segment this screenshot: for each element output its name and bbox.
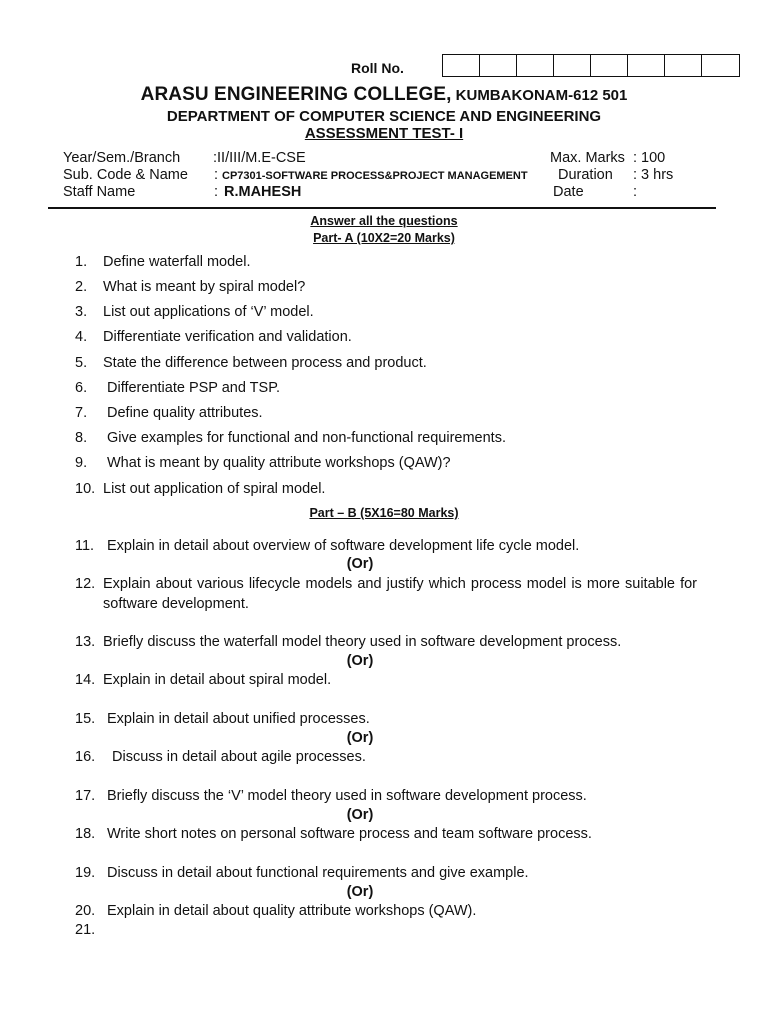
year-value: :II/III/M.E-CSE bbox=[213, 150, 306, 166]
question-number: 17. bbox=[75, 788, 96, 804]
duration-label: Duration bbox=[558, 167, 613, 183]
or-label: (Or) bbox=[346, 807, 374, 823]
question-text: Explain about various lifecycle models and justify which process model is more suitable for software development. bbox=[103, 576, 697, 612]
question-number: 1. bbox=[75, 254, 88, 270]
date-label: Date bbox=[553, 184, 584, 200]
header-divider bbox=[48, 207, 716, 209]
roll-number-box bbox=[591, 55, 628, 76]
question-text: What is meant by quality attribute workshops (QAW)? bbox=[107, 455, 451, 471]
question-number: 20. bbox=[75, 903, 96, 919]
question-number: 13. bbox=[75, 634, 96, 650]
year-label: Year/Sem./Branch bbox=[63, 150, 181, 166]
college-header bbox=[0, 84, 768, 106]
college-place: KUMBAKONAM-612 501 bbox=[451, 87, 628, 104]
question-number: 6. bbox=[75, 380, 88, 396]
question-text: Differentiate verification and validation. bbox=[103, 329, 352, 345]
roll-number-boxes bbox=[442, 54, 740, 77]
question-number: 18. bbox=[75, 826, 96, 842]
or-label: (Or) bbox=[346, 556, 374, 572]
question-text: Write short notes on personal software process and team software process. bbox=[107, 826, 592, 842]
part-b-title-text: Part – B (5X16=80 Marks) bbox=[309, 506, 459, 520]
or-label: (Or) bbox=[346, 730, 374, 746]
staff-colon: : bbox=[214, 184, 219, 200]
roll-number-box bbox=[443, 55, 480, 76]
question-number: 2. bbox=[75, 279, 88, 295]
part-a-title bbox=[0, 231, 768, 245]
or-label: (Or) bbox=[346, 653, 374, 669]
roll-number-label: Roll No. bbox=[351, 60, 404, 76]
question-number: 21. bbox=[75, 922, 96, 938]
question-number: 19. bbox=[75, 865, 96, 881]
question-number: 12. bbox=[75, 576, 96, 592]
question-number: 9. bbox=[75, 455, 88, 471]
max-marks-label: Max. Marks bbox=[550, 150, 625, 166]
question-text: What is meant by spiral model? bbox=[103, 279, 306, 295]
question-text: List out application of spiral model. bbox=[103, 481, 326, 497]
roll-number-box bbox=[702, 55, 739, 76]
subject-code-label: Sub. Code & Name bbox=[63, 167, 188, 183]
question-text: Define quality attributes. bbox=[107, 405, 263, 421]
roll-number-box bbox=[517, 55, 554, 76]
question-number: 3. bbox=[75, 304, 88, 320]
question-text: Discuss in detail about agile processes. bbox=[112, 749, 366, 765]
question-number: 8. bbox=[75, 430, 88, 446]
question-text: State the difference between process and product. bbox=[103, 355, 427, 371]
subject-code-value: CP7301-SOFTWARE PROCESS&PROJECT MANAGEMENT bbox=[222, 170, 528, 182]
question-text: Explain in detail about quality attribute workshops (QAW). bbox=[107, 903, 477, 919]
question-text: Explain in detail about unified processes. bbox=[107, 711, 370, 727]
question-text: List out applications of ‘V’ model. bbox=[103, 304, 314, 320]
max-marks-value: : 100 bbox=[633, 150, 666, 166]
question-text: Briefly discuss the ‘V’ model theory used in software development process. bbox=[107, 788, 587, 804]
staff-label: Staff Name bbox=[63, 184, 136, 200]
question-number: 11. bbox=[75, 538, 95, 554]
question-number: 7. bbox=[75, 405, 88, 421]
date-value: : bbox=[633, 184, 638, 200]
question-number: 4. bbox=[75, 329, 88, 345]
subject-code-colon: : bbox=[214, 167, 219, 183]
question-text: Explain in detail about spiral model. bbox=[103, 672, 332, 688]
question-number: 14. bbox=[75, 672, 96, 688]
duration-value: : 3 hrs bbox=[633, 167, 674, 183]
question-text: Define waterfall model. bbox=[103, 254, 251, 270]
question-text: Give examples for functional and non-functional requirements. bbox=[107, 430, 506, 446]
question-text: Briefly discuss the waterfall model theory used in software development process. bbox=[103, 634, 622, 650]
part-a-title-text: Part- A (10X2=20 Marks) bbox=[313, 231, 455, 245]
question-text: Explain in detail about overview of software development life cycle model. bbox=[107, 538, 580, 554]
roll-number-box bbox=[554, 55, 591, 76]
question-number: 16. bbox=[75, 749, 96, 765]
question-number: 15. bbox=[75, 711, 96, 727]
question-text: Differentiate PSP and TSP. bbox=[107, 380, 281, 396]
question-number: 10. bbox=[75, 481, 96, 497]
or-label: (Or) bbox=[346, 884, 374, 900]
roll-number-box bbox=[480, 55, 517, 76]
staff-name: R.MAHESH bbox=[224, 184, 302, 200]
roll-number-box bbox=[665, 55, 702, 76]
roll-number-box bbox=[628, 55, 665, 76]
test-title bbox=[0, 125, 768, 142]
test-title-text: ASSESSMENT TEST- I bbox=[304, 125, 464, 142]
instruction bbox=[0, 214, 768, 228]
question-number: 5. bbox=[75, 355, 88, 371]
department-title: DEPARTMENT OF COMPUTER SCIENCE AND ENGINEERING bbox=[166, 108, 602, 125]
question-text: Discuss in detail about functional requirements and give example. bbox=[107, 865, 529, 881]
part-b-title bbox=[0, 506, 768, 520]
college-name: ARASU ENGINEERING COLLEGE, bbox=[140, 84, 452, 105]
instruction-text: Answer all the questions bbox=[310, 214, 458, 228]
